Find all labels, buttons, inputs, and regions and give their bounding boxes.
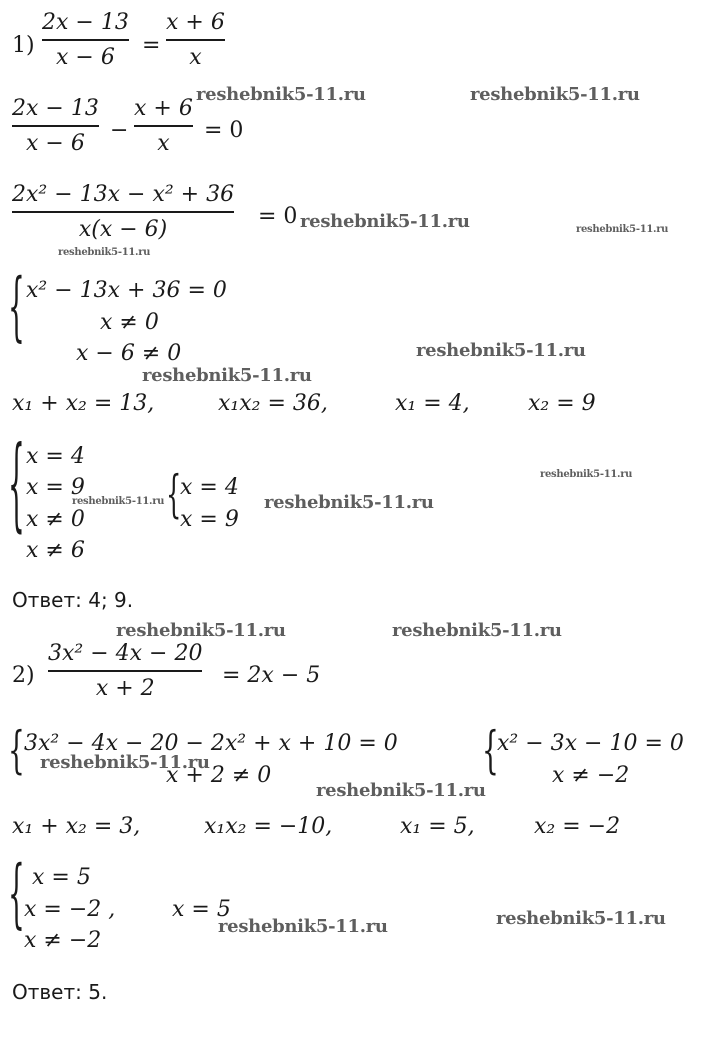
vieta2-root-2: x₂ = −2 — [534, 814, 621, 839]
watermark: reshebnik5-11.ru — [40, 752, 210, 773]
p2-sys1-line-2: x + 2 ≠ 0 — [166, 763, 272, 788]
sys2-line-3: x ≠ 0 — [26, 507, 85, 532]
watermark: reshebnik5-11.ru — [196, 84, 366, 105]
sys3-brace: { — [166, 467, 182, 525]
eq2-right-fraction — [134, 98, 193, 155]
eq3-equals-zero: = 0 — [258, 204, 298, 229]
p2-eq1-fraction — [48, 643, 202, 700]
p2-sys2-brace: { — [482, 723, 499, 781]
watermark: reshebnik5-11.ru — [576, 224, 669, 235]
p2-eq1-numerator: 3x² − 4x − 20 — [48, 641, 203, 666]
vieta2-product: x₁x₂ = −10, — [204, 814, 333, 839]
vieta1-root-2: x₂ = 9 — [528, 391, 596, 416]
vieta1-root-1: x₁ = 4, — [395, 391, 470, 416]
eq3-numerator: 2x² − 13x − x² + 36 — [12, 182, 235, 207]
eq3-denominator: x(x − 6) — [78, 216, 168, 242]
answer-2: Ответ: 5. — [12, 980, 108, 1004]
sys2-line-4: x ≠ 6 — [26, 538, 85, 563]
eq1-right-denominator: x — [189, 44, 202, 70]
eq2-equals-zero: = 0 — [204, 118, 244, 143]
sys3-line-1: x = 4 — [180, 475, 239, 500]
watermark: reshebnik5-11.ru — [540, 469, 633, 480]
answer-1: Ответ: 4; 9. — [12, 588, 134, 612]
watermark: reshebnik5-11.ru — [416, 340, 586, 361]
sys1-line-2: x ≠ 0 — [100, 310, 159, 335]
watermark: reshebnik5-11.ru — [72, 496, 165, 507]
sys2-line-1: x = 4 — [26, 444, 85, 469]
vieta1-sum: x₁ + x₂ = 13, — [12, 391, 155, 416]
watermark: reshebnik5-11.ru — [218, 916, 388, 937]
sys2-line-2: x = 9 — [26, 475, 85, 500]
eq1-left-fraction — [42, 12, 129, 69]
watermark: reshebnik5-11.ru — [496, 908, 666, 929]
p2-sys3-brace: { — [8, 854, 25, 940]
p2-result: x = 5 — [172, 897, 231, 922]
p2-sys1-line-1: 3x² − 4x − 20 − 2x² + x + 10 = 0 — [24, 731, 398, 756]
sys2-brace: { — [8, 430, 25, 546]
p2-sys2-line-2: x ≠ −2 — [552, 763, 630, 788]
problem-2-label: 2) — [12, 663, 35, 688]
watermark: reshebnik5-11.ru — [316, 780, 486, 801]
eq1-left-denominator: x − 6 — [56, 44, 115, 70]
sys3-line-2: x = 9 — [180, 507, 239, 532]
eq1-equals: = — [142, 33, 161, 58]
eq1-right-numerator: x + 6 — [166, 10, 225, 35]
watermark: reshebnik5-11.ru — [116, 620, 286, 641]
eq2-right-numerator: x + 6 — [134, 96, 193, 121]
watermark: reshebnik5-11.ru — [470, 84, 640, 105]
eq2-left-fraction — [12, 98, 99, 155]
watermark: reshebnik5-11.ru — [264, 492, 434, 513]
p2-sys1-brace: { — [8, 723, 25, 781]
p2-sys2-line-1: x² − 3x − 10 = 0 — [497, 731, 684, 756]
eq2-right-denominator: x — [157, 130, 170, 156]
watermark: reshebnik5-11.ru — [392, 620, 562, 641]
p2-sys3-line-1: x = 5 — [32, 865, 91, 890]
vieta2-sum: x₁ + x₂ = 3, — [12, 814, 141, 839]
watermark: reshebnik5-11.ru — [300, 211, 470, 232]
eq3-fraction — [12, 184, 234, 241]
p2-sys3-line-3: x ≠ −2 — [24, 928, 102, 953]
p2-eq1-tail: = 2x − 5 — [222, 663, 321, 688]
problem-1-label: 1) — [12, 33, 35, 58]
vieta2-root-1: x₁ = 5, — [400, 814, 475, 839]
eq2-left-denominator: x − 6 — [26, 130, 85, 156]
eq1-right-fraction — [166, 12, 225, 69]
sys1-brace: { — [8, 267, 25, 353]
eq2-left-numerator: 2x − 13 — [12, 96, 99, 121]
p2-eq1-denominator: x + 2 — [95, 675, 155, 701]
watermark: reshebnik5-11.ru — [58, 247, 151, 258]
sys1-line-3: x − 6 ≠ 0 — [76, 341, 182, 366]
sys1-line-1: x² − 13x + 36 = 0 — [26, 278, 227, 303]
eq2-minus: − — [110, 118, 129, 143]
vieta1-product: x₁x₂ = 36, — [218, 391, 328, 416]
eq1-left-numerator: 2x − 13 — [42, 10, 129, 35]
watermark: reshebnik5-11.ru — [142, 365, 312, 386]
p2-sys3-line-2: x = −2 , — [24, 897, 116, 922]
